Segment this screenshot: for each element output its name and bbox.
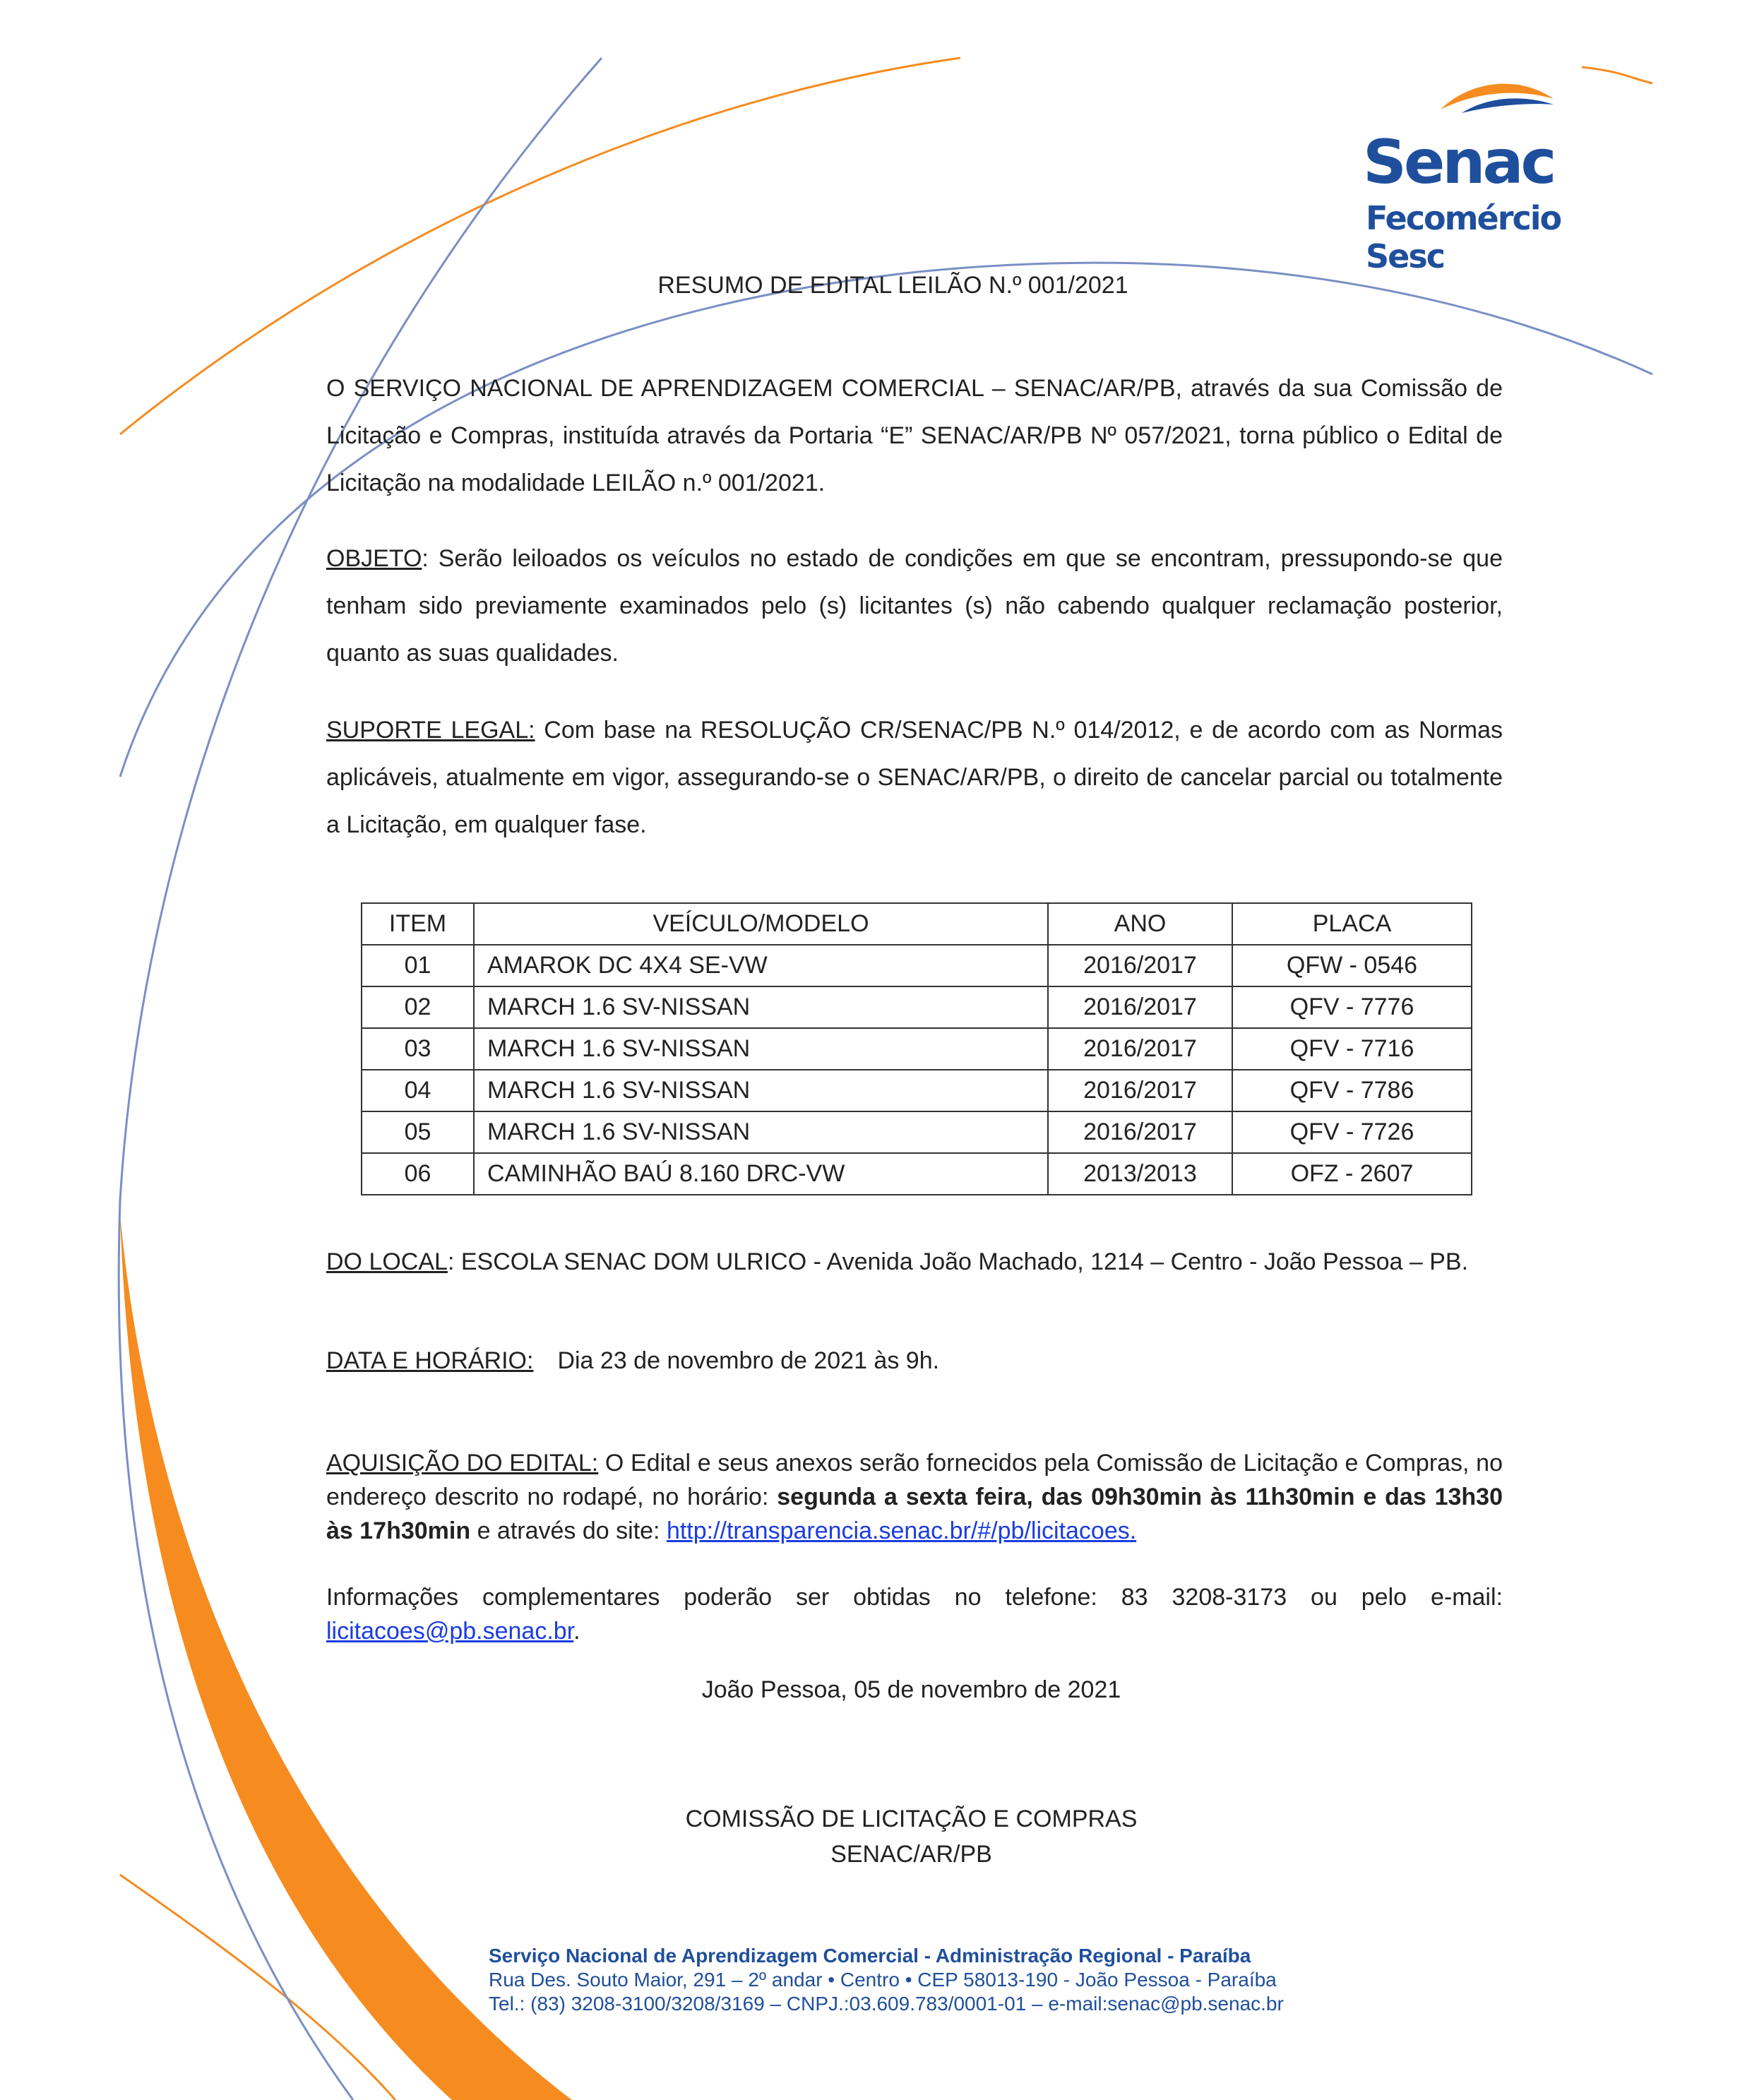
table-row: [362, 986, 1472, 1028]
cell-placa: QFV - 7716: [1232, 1028, 1472, 1070]
footer-line-2: Rua Des. Souto Maior, 291 – 2º andar • Centro • CEP 58013-190 - João Pessoa - Paraíba: [489, 1969, 1277, 1991]
cell-placa: QFV - 7726: [1232, 1111, 1472, 1153]
table-row: [362, 945, 1472, 986]
signature-line-2: SENAC/AR/PB: [830, 1841, 992, 1868]
cell-placa: QFV - 7776: [1232, 986, 1472, 1028]
objeto-label: OBJETO: [326, 545, 422, 572]
data-horario-paragraph: [326, 1337, 1503, 1385]
senac-logo: [1363, 71, 1568, 275]
cell-ano: 2016/2017: [1048, 1070, 1232, 1111]
cell-ano: 2016/2017: [1048, 945, 1232, 986]
table-row: [362, 1070, 1472, 1111]
logo-fecomercio-text: Fecomércio: [1366, 199, 1561, 237]
header-item: ITEM: [362, 903, 474, 945]
objeto-paragraph: [326, 535, 1503, 677]
document-title: RESUMO DE EDITAL LEILÃO N.º 001/2021: [657, 272, 1128, 299]
header-ano: ANO: [1048, 903, 1232, 945]
footer: [489, 1944, 1284, 2016]
footer-line-1: Serviço Nacional de Aprendizagem Comercial - Administração Regional - Paraíba: [489, 1945, 1251, 1967]
blue-arc-large: [120, 263, 1652, 777]
table-row: [362, 1111, 1472, 1153]
cell-item: 04: [362, 1070, 474, 1111]
cell-model: MARCH 1.6 SV-NISSAN: [474, 986, 1048, 1028]
data-horario-section: [326, 1337, 1503, 1385]
info-section: [326, 1580, 1503, 1648]
date-line: João Pessoa, 05 de novembro de 2021: [701, 1676, 1121, 1703]
cell-placa: QFW - 0546: [1232, 945, 1472, 986]
cell-placa: OFZ - 2607: [1232, 1153, 1472, 1195]
intro-section: [326, 365, 1503, 507]
info-paragraph: [326, 1580, 1503, 1648]
aquisicao-label: AQUISIÇÃO DO EDITAL:: [326, 1450, 599, 1476]
objeto-section: [326, 535, 1503, 677]
table-header-row: [362, 903, 1472, 945]
logo-senac-text: Senac: [1363, 127, 1554, 198]
cell-item: 03: [362, 1028, 474, 1070]
aquisicao-section: [326, 1446, 1503, 1548]
cell-model: MARCH 1.6 SV-NISSAN: [474, 1028, 1048, 1070]
suporte-section: [326, 707, 1503, 849]
cell-ano: 2016/2017: [1048, 1028, 1232, 1070]
local-section: [326, 1239, 1503, 1286]
aquisicao-text-2: e através do site:: [470, 1517, 667, 1544]
cell-item: 05: [362, 1111, 474, 1153]
email-link[interactable]: licitacoes@pb.senac.br: [326, 1618, 574, 1645]
cell-model: CAMINHÃO BAÚ 8.160 DRC-VW: [474, 1153, 1048, 1195]
aquisicao-hours: segunda a sexta feira, das 09h30min às 11h30min e das 13h30 às 17h30min: [326, 1484, 1503, 1544]
cell-item: 06: [362, 1153, 474, 1195]
cell-ano: 2016/2017: [1048, 1111, 1232, 1153]
signature-line-1: COMISSÃO DE LICITAÇÃO E COMPRAS: [685, 1806, 1138, 1832]
orange-arc-right: [1582, 67, 1652, 83]
local-text: : ESCOLA SENAC DOM ULRICO - Avenida João Machado, 1214 – Centro - João Pessoa – PB.: [447, 1248, 1469, 1275]
aquisicao-paragraph: [326, 1446, 1503, 1548]
cell-ano: 2013/2013: [1048, 1153, 1232, 1195]
data-horario-text: Dia 23 de novembro de 2021 às 9h.: [557, 1347, 940, 1374]
table-row: [362, 1028, 1472, 1070]
info-end: .: [573, 1618, 580, 1645]
logo-swoosh-icon: [1434, 71, 1561, 120]
cell-model: MARCH 1.6 SV-NISSAN: [474, 1111, 1048, 1153]
objeto-text: : Serão leiloados os veículos no estado de condições em que se encontram, pressupondo-se que tenham sido previamente examinados pelo (s) licitantes (s) não cabendo qualquer reclamação posterior, quanto as suas qualidades.: [326, 545, 1503, 667]
suporte-paragraph: [326, 707, 1503, 849]
logo-sesc-text: Sesc: [1366, 237, 1444, 275]
intro-paragraph: O SERVIÇO NACIONAL DE APRENDIZAGEM COMERCIAL – SENAC/AR/PB, através da sua Comissão de Licitação e Compras, instituída através da Portaria “E” SENAC/AR/PB Nº 057/2021, torna público o Edital de Licitação na modalidade LEILÃO n.º 001/2021.: [326, 375, 1503, 496]
local-label: DO LOCAL: [326, 1248, 448, 1275]
info-text: Informações complementares poderão ser obtidas no telefone: 83 3208-3173 ou pelo e-mail:: [326, 1584, 1503, 1611]
local-paragraph: [326, 1239, 1503, 1286]
vehicle-table: [361, 902, 1472, 1195]
transparencia-link[interactable]: http://transparencia.senac.br/#/pb/licitacoes.: [666, 1517, 1137, 1544]
data-horario-label: DATA E HORÁRIO:: [326, 1347, 534, 1374]
footer-line-3: Tel.: (83) 3208-3100/3208/3169 – CNPJ.:03.609.783/0001-01 – e-mail:senac@pb.senac.br: [489, 1993, 1284, 2015]
suporte-label: SUPORTE LEGAL:: [326, 717, 535, 744]
aquisicao-text: O Edital e seus anexos serão fornecidos pela Comissão de Licitação e Compras, no endereço descrito no rodapé, no horário:: [326, 1450, 1503, 1510]
cell-placa: QFV - 7786: [1232, 1070, 1472, 1111]
cell-ano: 2016/2017: [1048, 986, 1232, 1028]
cell-model: AMAROK DC 4X4 SE-VW: [474, 945, 1048, 986]
cell-item: 01: [362, 945, 474, 986]
header-placa: PLACA: [1232, 903, 1472, 945]
cell-model: MARCH 1.6 SV-NISSAN: [474, 1070, 1048, 1111]
suporte-text: Com base na RESOLUÇÃO CR/SENAC/PB N.º 014/2012, e de acordo com as Normas aplicáveis, atualmente em vigor, assegurando-se o SENAC/AR/PB, o direito de cancelar parcial ou totalmente a Licitação, em qualquer fase.: [326, 717, 1503, 838]
header-model: VEÍCULO/MODELO: [474, 903, 1048, 945]
cell-item: 02: [362, 986, 474, 1028]
table-row: [362, 1153, 1472, 1195]
